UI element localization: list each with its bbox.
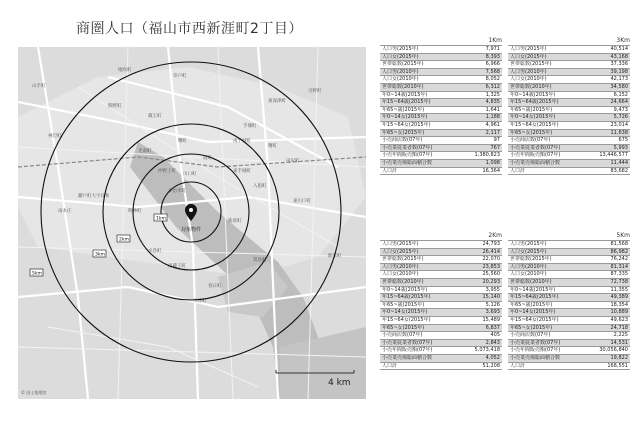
table-row (380, 294, 502, 302)
row-label: 年65~女(2015年) (508, 129, 584, 137)
place-name: 東深津町 (268, 99, 286, 104)
place-name: 曙町 (178, 139, 187, 144)
row-value: 23,014 (584, 121, 630, 129)
row-label: 年0~14女(2015年) (380, 114, 456, 122)
row-value: 86,982 (584, 248, 630, 256)
row-label: 年0~14歳(2015年) (380, 91, 456, 99)
table-row (508, 152, 630, 160)
table-row (380, 286, 502, 294)
table-row (508, 316, 630, 324)
ring-label: 5km (32, 271, 42, 277)
table-row (508, 129, 630, 137)
row-label: 年15~64女(2015年) (508, 121, 584, 129)
table-row (508, 114, 630, 122)
row-label: 小売商店数(07年) (508, 332, 584, 340)
row-label: 小売業売場総面積合数 (380, 354, 456, 362)
row-label: 小売業売場総面積合数 (508, 354, 584, 362)
table-row (508, 61, 630, 69)
row-value: 767 (456, 144, 502, 152)
row-label: 小売年間販売額(07年) (380, 347, 456, 355)
table-row (380, 324, 502, 332)
place-name: 霞町 (203, 156, 212, 161)
row-value: 81,314 (584, 263, 630, 271)
table-row (380, 167, 502, 175)
map-copyright: © 国土地理院 (21, 390, 47, 395)
table-row (508, 167, 630, 175)
row-value: 23,853 (456, 263, 502, 271)
table-row (380, 83, 502, 91)
row-label: 年15~64歳(2015年) (380, 99, 456, 107)
table-row (508, 53, 630, 61)
table-row (508, 309, 630, 317)
row-value: 24,793 (456, 241, 502, 249)
place-name: 引野町 (308, 89, 322, 94)
table-row (508, 248, 630, 256)
table-row (380, 347, 502, 355)
row-label: 人口女(2010年) (380, 271, 456, 279)
table-row (508, 159, 630, 167)
row-value: 25,560 (456, 271, 502, 279)
place-name: 東川口町 (293, 199, 311, 204)
row-value: 6,966 (456, 61, 502, 69)
row-value: 42,173 (584, 76, 630, 84)
row-label: 人口計 (508, 167, 584, 175)
row-value: 4,961 (456, 121, 502, 129)
row-value: 405 (456, 332, 502, 340)
row-value: 4,052 (456, 354, 502, 362)
row-label: 人口女(2015年) (380, 53, 456, 61)
row-label: 人口男(2010年) (508, 68, 584, 76)
row-value: 3,693 (456, 309, 502, 317)
table-row (380, 339, 502, 347)
row-value: 49,389 (584, 294, 630, 302)
table-row (508, 46, 630, 54)
table-row (380, 248, 502, 256)
row-label: 年15~64女(2015年) (508, 316, 584, 324)
place-name: 光南町 (138, 149, 152, 154)
row-label: 年15~64歳(2015年) (508, 99, 584, 107)
row-value: 2,225 (584, 332, 630, 340)
row-label: 人口男(2015年) (380, 46, 456, 54)
table-row (508, 121, 630, 129)
table-3km-label: 3Km (616, 37, 630, 44)
table-row (380, 271, 502, 279)
row-label: 人口男(2015年) (508, 241, 584, 249)
table-2km (380, 231, 502, 370)
ring-label: 1km (156, 216, 166, 222)
row-label: 年65~歳(2015年) (380, 106, 456, 114)
table-2km-label: 2Km (488, 232, 502, 239)
row-label: 年0~14歳(2015年) (508, 91, 584, 99)
row-value: 13,446,577 (584, 152, 630, 160)
place-name: 草戸町 (173, 74, 187, 79)
row-value: 15,140 (456, 294, 502, 302)
row-label: 世帯総数(2015年) (380, 256, 456, 264)
table-row (380, 256, 502, 264)
page-title: 商圏人口（福山市西新涯町2丁目） (76, 21, 303, 37)
table-row (380, 114, 502, 122)
row-value: 7,971 (456, 46, 502, 54)
row-label: 小売商店数(07年) (508, 137, 584, 145)
table-row (508, 286, 630, 294)
table-row (508, 324, 630, 332)
table-3km (508, 36, 630, 175)
table-row (380, 61, 502, 69)
row-label: 年15~64女(2015年) (380, 316, 456, 324)
row-value: 15,489 (456, 316, 502, 324)
row-label: 人口男(2010年) (380, 68, 456, 76)
place-name: 多治米町 (168, 189, 186, 194)
row-label: 世帯総数(2015年) (380, 61, 456, 69)
row-label: 小売業売場総面積合数 (508, 159, 584, 167)
place-name: 南手城町 (233, 139, 251, 144)
place-name: 南蔵王町 (168, 264, 186, 269)
place-name: 川口町 (183, 172, 197, 177)
place-name: 地吹町 (118, 68, 132, 73)
table-row (380, 362, 502, 370)
row-value: 8,052 (456, 76, 502, 84)
row-value: 72,738 (584, 278, 630, 286)
table-row (380, 354, 502, 362)
row-label: 年0~14歳(2015年) (508, 286, 584, 294)
place-name: 手城町 (243, 124, 257, 129)
row-label: 年0~14女(2015年) (508, 114, 584, 122)
table-row (380, 159, 502, 167)
row-value: 675 (584, 137, 630, 145)
row-label: 人口女(2015年) (380, 248, 456, 256)
row-label: 人口女(2015年) (508, 53, 584, 61)
row-label: 小売業売場総面積合数 (380, 159, 456, 167)
table-row (508, 137, 630, 145)
place-name: 山手町 (32, 84, 46, 89)
row-value: 6,312 (456, 83, 502, 91)
table-row (380, 99, 502, 107)
row-value: 34,580 (584, 83, 630, 91)
row-label: 年0~14歳(2015年) (380, 286, 456, 294)
row-value: 43,168 (584, 53, 630, 61)
row-label: 人口計 (380, 362, 456, 370)
table-row (380, 278, 502, 286)
row-value: 8,393 (456, 53, 502, 61)
row-label: 年65~女(2015年) (380, 129, 456, 137)
row-label: 小売年間販売額(07年) (508, 152, 584, 160)
row-value: 2,117 (456, 129, 502, 137)
row-value: 9,473 (584, 106, 630, 114)
table-row (380, 301, 502, 309)
row-value: 18,354 (584, 301, 630, 309)
row-value: 6,152 (584, 91, 630, 99)
table-5km-label: 5Km (616, 232, 630, 239)
row-label: 世帯総数(2010年) (508, 83, 584, 91)
row-label: 世帯総数(2010年) (380, 278, 456, 286)
row-value: 1,188 (456, 114, 502, 122)
row-value: 26,414 (456, 248, 502, 256)
row-value: 24,718 (584, 324, 630, 332)
place-name: 瀬戸町大字長和 (78, 194, 110, 199)
table-5km (508, 231, 630, 370)
row-label: 年0~14女(2015年) (508, 309, 584, 317)
row-label: 小売年間販売額(07年) (508, 347, 584, 355)
row-value: 5,993 (584, 144, 630, 152)
place-name: 熊野町 (108, 104, 122, 109)
table-row (508, 301, 630, 309)
row-value: 4,835 (456, 99, 502, 107)
row-label: 年0~14女(2015年) (380, 309, 456, 317)
row-value: 6,837 (456, 324, 502, 332)
table-row (380, 53, 502, 61)
table-row (508, 68, 630, 76)
table-row (508, 91, 630, 99)
table-row (508, 294, 630, 302)
row-label: 人口女(2010年) (508, 271, 584, 279)
row-label: 年65~女(2015年) (508, 324, 584, 332)
row-value: 11,638 (584, 129, 630, 137)
place-name: 春日町 (208, 284, 222, 289)
table-row (380, 68, 502, 76)
row-value: 3,955 (456, 286, 502, 294)
row-value: 39,198 (584, 68, 630, 76)
row-label: 小売業従業者数(07年) (508, 339, 584, 347)
row-value: 2,843 (456, 339, 502, 347)
center-label: 対象物件 (181, 227, 202, 233)
place-name: 曙町 (268, 144, 277, 149)
place-name: 駅家町 (328, 254, 342, 259)
row-value: 49,623 (584, 316, 630, 324)
row-label: 世帯総数(2010年) (508, 278, 584, 286)
row-label: 小売業従業者数(07年) (508, 144, 584, 152)
row-label: 人口男(2015年) (508, 46, 584, 54)
place-name: 沖野上町 (158, 169, 176, 174)
scale-label: 4 km (328, 378, 351, 388)
row-value: 19,822 (584, 354, 630, 362)
ring-label: 2km (119, 237, 129, 243)
row-label: 年65~歳(2015年) (380, 301, 456, 309)
row-value: 7,568 (456, 68, 502, 76)
row-value: 5,073,418 (456, 347, 502, 355)
row-value: 14,531 (584, 339, 630, 347)
row-label: 世帯総数(2015年) (508, 61, 584, 69)
row-label: 小売業従業者数(07年) (380, 144, 456, 152)
table-1km-label: 1Km (488, 37, 502, 44)
row-value: 20,293 (456, 278, 502, 286)
place-name: 水呑町 (148, 249, 162, 254)
row-value: 37,336 (584, 61, 630, 69)
row-value: 1,325 (456, 91, 502, 99)
table-row (508, 339, 630, 347)
row-label: 小売商店数(07年) (380, 137, 456, 145)
row-value: 24,664 (584, 99, 630, 107)
row-label: 小売業従業者数(07年) (380, 339, 456, 347)
row-label: 人口計 (380, 167, 456, 175)
table-row (508, 106, 630, 114)
table-row (508, 278, 630, 286)
row-label: 人口女(2010年) (380, 76, 456, 84)
row-value: 87,335 (584, 271, 630, 279)
table-1km (380, 36, 502, 175)
row-value: 40,514 (584, 46, 630, 54)
row-label: 人口男(2010年) (380, 263, 456, 271)
table-row (380, 46, 502, 54)
row-value: 22,070 (456, 256, 502, 264)
row-value: 168,551 (584, 362, 630, 370)
row-label: 人口男(2015年) (380, 241, 456, 249)
table-row (508, 256, 630, 264)
table-row (380, 332, 502, 340)
table-row (380, 263, 502, 271)
row-label: 年15~64女(2015年) (380, 121, 456, 129)
table-row (508, 271, 630, 279)
place-name: 新涯町 (228, 219, 242, 224)
row-value: 16,364 (456, 167, 502, 175)
table-row (508, 241, 630, 249)
place-name: 箕島町 (253, 258, 267, 263)
row-label: 年65~歳(2015年) (508, 301, 584, 309)
row-value: 11,355 (584, 286, 630, 294)
row-label: 世帯総数(2015年) (508, 256, 584, 264)
table-row (380, 152, 502, 160)
table-row (380, 129, 502, 137)
row-label: 小売年間販売額(07年) (380, 152, 456, 160)
row-label: 年65~歳(2015年) (508, 106, 584, 114)
place-name: 明神町 (128, 209, 142, 214)
row-value: 76,242 (584, 256, 630, 264)
row-value: 83,682 (584, 167, 630, 175)
table-row (380, 309, 502, 317)
table-row (380, 91, 502, 99)
row-label: 年15~64歳(2015年) (508, 294, 584, 302)
table-row (508, 76, 630, 84)
table-row (508, 347, 630, 355)
row-value: 81,568 (584, 241, 630, 249)
row-label: 人口女(2015年) (508, 248, 584, 256)
map-canvas (18, 47, 366, 399)
table-row (380, 121, 502, 129)
place-name: 東手城町 (233, 169, 251, 174)
row-label: 年15~64歳(2015年) (380, 294, 456, 302)
place-name: 神辺町 (48, 134, 62, 139)
table-row (380, 106, 502, 114)
row-value: 1,380,823 (456, 152, 502, 160)
row-value: 97 (456, 137, 502, 145)
row-label: 人口女(2010年) (508, 76, 584, 84)
table-row (508, 362, 630, 370)
table-row (508, 263, 630, 271)
row-value: 1,098 (456, 159, 502, 167)
table-row (380, 137, 502, 145)
table-row (508, 332, 630, 340)
row-value: 10,889 (584, 309, 630, 317)
table-row (380, 144, 502, 152)
row-label: 人口男(2010年) (508, 263, 584, 271)
place-name: 田尻町 (286, 159, 300, 164)
row-label: 年65~女(2015年) (380, 324, 456, 332)
place-name: 南本庄 (58, 209, 72, 214)
row-value: 5,726 (584, 114, 630, 122)
row-value: 30,056,840 (584, 347, 630, 355)
row-label: 世帯総数(2010年) (380, 83, 456, 91)
row-label: 人口計 (508, 362, 584, 370)
row-value: 11,444 (584, 159, 630, 167)
table-row (380, 76, 502, 84)
table-row (508, 99, 630, 107)
row-label: 小売商店数(07年) (380, 332, 456, 340)
row-value: 5,126 (456, 301, 502, 309)
table-row (508, 83, 630, 91)
row-value: 51,208 (456, 362, 502, 370)
place-name: 水呑町 (193, 299, 207, 304)
place-name: 入船町 (253, 184, 267, 189)
table-row (380, 316, 502, 324)
table-row (508, 354, 630, 362)
place-name: 蔵王町 (148, 114, 162, 119)
trade-area-map[interactable] (18, 47, 366, 399)
ring-label: 3km (95, 252, 105, 258)
row-value: 1,641 (456, 106, 502, 114)
table-row (380, 241, 502, 249)
table-row (508, 144, 630, 152)
